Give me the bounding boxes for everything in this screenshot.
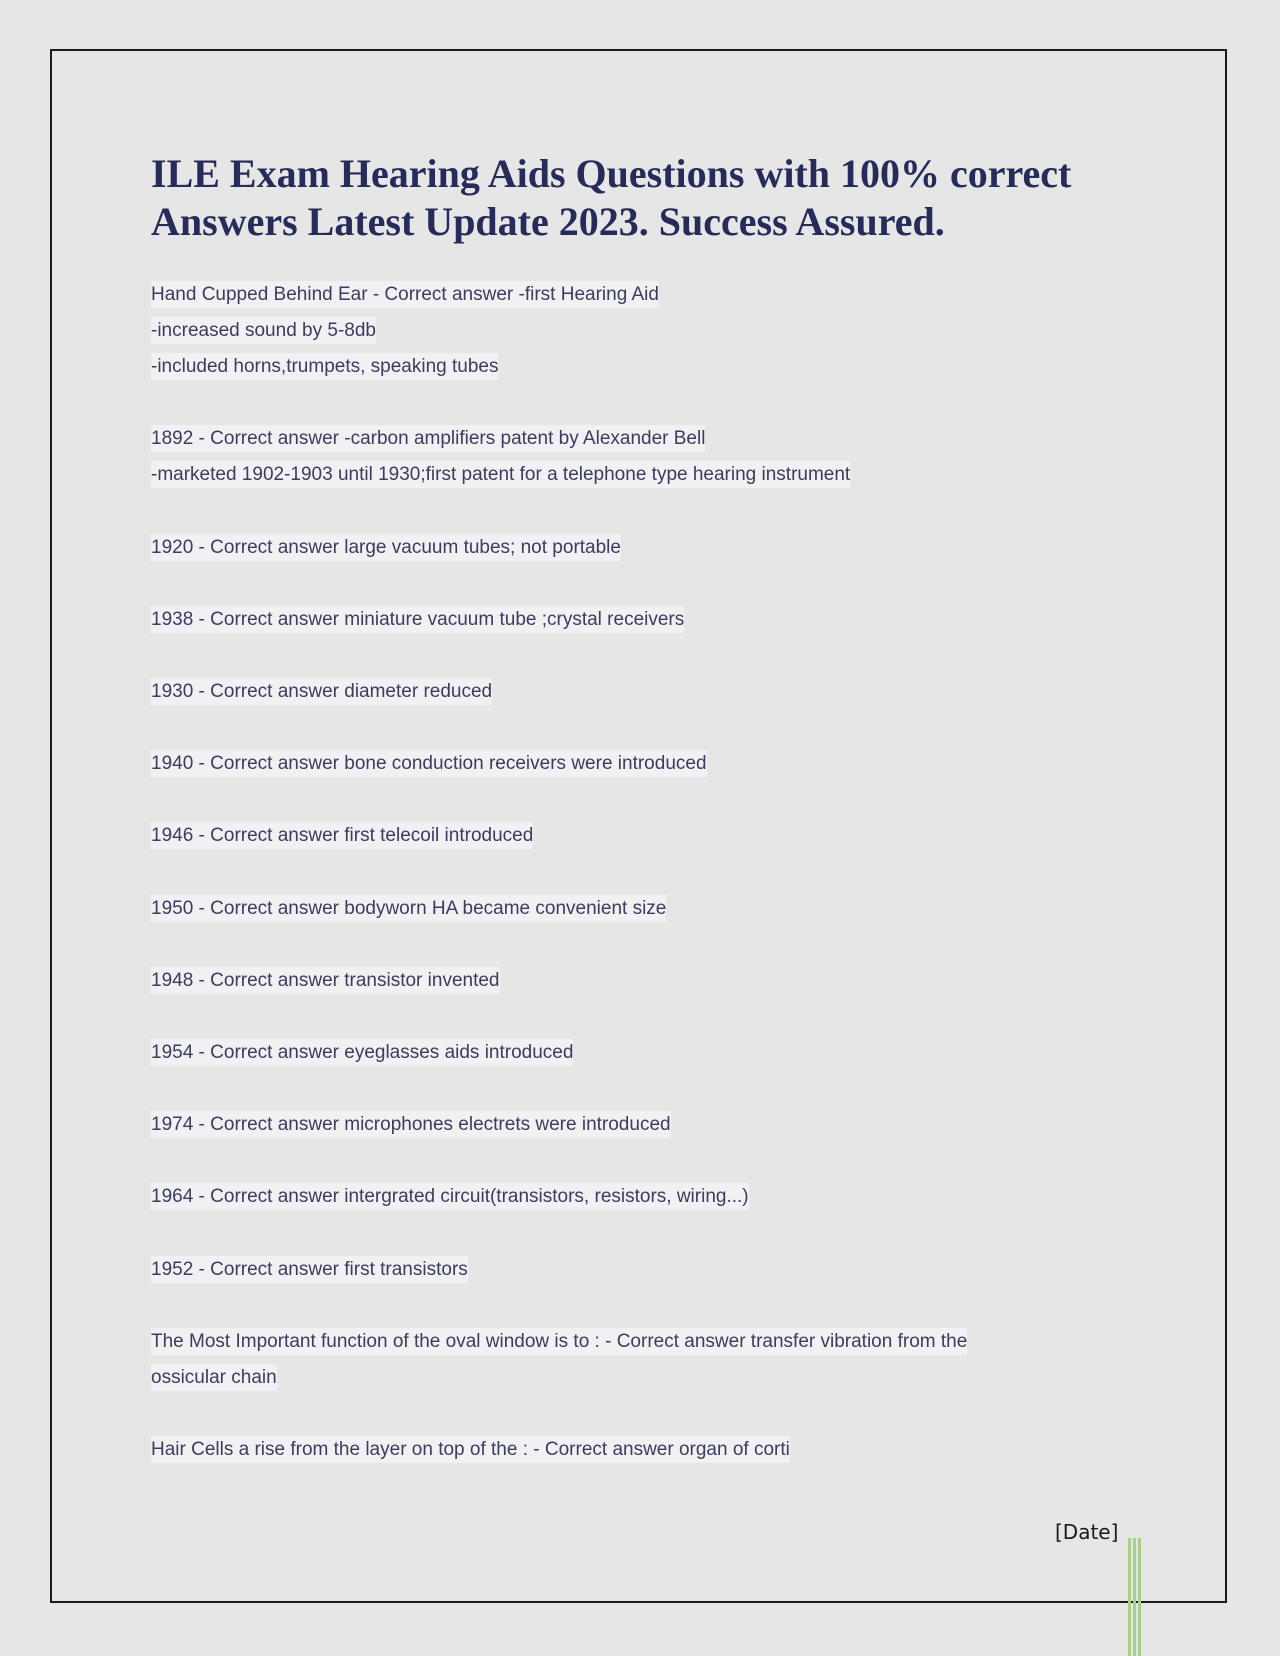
blank-line: [151, 782, 1091, 818]
blank-line: [151, 385, 1091, 421]
text-line: [151, 421, 1091, 457]
decorative-stripe: [1138, 1538, 1141, 1656]
blank-line: [151, 566, 1091, 602]
text-line-content: 1950 - Correct answer bodyworn HA became convenient size: [151, 895, 666, 922]
text-line: [151, 530, 1091, 566]
text-line-content: 1974 - Correct answer microphones electrets were introduced: [151, 1111, 671, 1138]
text-line: [151, 349, 1091, 385]
text-line: [151, 1035, 1091, 1071]
text-line-content: ossicular chain: [151, 1364, 277, 1391]
text-line-content: 1952 - Correct answer first transistors: [151, 1256, 468, 1283]
text-line: [151, 746, 1091, 782]
document-body: [151, 277, 1091, 1468]
text-line: [151, 1179, 1091, 1215]
text-line-content: 1948 - Correct answer transistor invented: [151, 967, 500, 994]
text-line-content: -included horns,trumpets, speaking tubes: [151, 353, 498, 380]
blank-line: [151, 1143, 1091, 1179]
text-line: [151, 1107, 1091, 1143]
text-line-content: 1920 - Correct answer large vacuum tubes; not portable: [151, 534, 621, 561]
text-line: [151, 963, 1091, 999]
blank-line: [151, 1215, 1091, 1251]
text-line: [151, 313, 1091, 349]
text-line-content: 1892 - Correct answer -carbon amplifiers patent by Alexander Bell: [151, 425, 705, 452]
text-line-content: 1954 - Correct answer eyeglasses aids introduced: [151, 1039, 573, 1066]
text-line-content: The Most Important function of the oval window is to : - Correct answer transfer vibration from the: [151, 1328, 967, 1355]
text-line: [151, 891, 1091, 927]
text-line-content: -marketed 1902-1903 until 1930;first patent for a telephone type hearing instrument: [151, 461, 850, 488]
blank-line: [151, 1288, 1091, 1324]
footer-date: [Date]: [1055, 1520, 1119, 1544]
decorative-stripe: [1128, 1538, 1131, 1656]
blank-line: [151, 638, 1091, 674]
blank-line: [151, 710, 1091, 746]
text-line-content: -increased sound by 5-8db: [151, 317, 376, 344]
text-line: [151, 674, 1091, 710]
text-line-content: 1940 - Correct answer bone conduction receivers were introduced: [151, 750, 707, 777]
text-line: [151, 1252, 1091, 1288]
text-line-content: Hair Cells a rise from the layer on top of the : - Correct answer organ of corti: [151, 1436, 790, 1463]
text-line: [151, 818, 1091, 854]
blank-line: [151, 1396, 1091, 1432]
decorative-stripe: [1133, 1538, 1136, 1656]
blank-line: [151, 999, 1091, 1035]
text-line: [151, 457, 1091, 493]
text-line-content: 1946 - Correct answer first telecoil introduced: [151, 822, 533, 849]
text-line: [151, 602, 1091, 638]
text-line: [151, 277, 1091, 313]
text-line: [151, 1324, 1091, 1360]
blank-line: [151, 855, 1091, 891]
text-line: [151, 1432, 1091, 1468]
text-line-content: Hand Cupped Behind Ear - Correct answer -first Hearing Aid: [151, 281, 659, 308]
blank-line: [151, 927, 1091, 963]
document-title: ILE Exam Hearing Aids Questions with 100% correct Answers Latest Update 2023. Success Assured.: [151, 151, 1072, 244]
blank-line: [151, 494, 1091, 530]
blank-line: [151, 1071, 1091, 1107]
text-line-content: 1930 - Correct answer diameter reduced: [151, 678, 492, 705]
text-line: [151, 1360, 1091, 1396]
text-line-content: 1964 - Correct answer intergrated circuit(transistors, resistors, wiring...): [151, 1183, 749, 1210]
text-line-content: 1938 - Correct answer miniature vacuum tube ;crystal receivers: [151, 606, 684, 633]
